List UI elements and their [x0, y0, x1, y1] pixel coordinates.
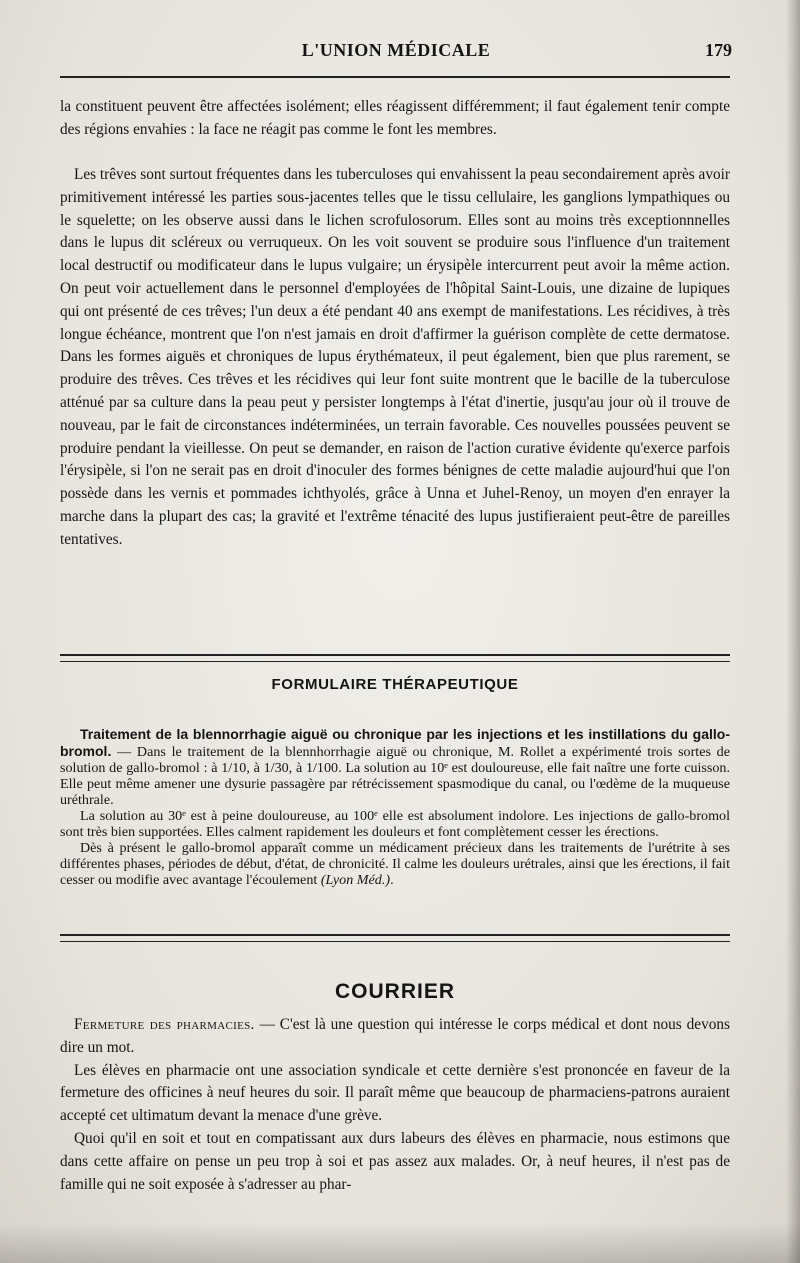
running-head — [66, 38, 732, 68]
article-paragraph-treves — [60, 164, 730, 552]
courrier-paragraph: Les élèves en pharmacie ont une association syndicale et cette dernière s'est prononcée en faveur de la fermeture des officines à neuf heures du soir. Il paraît même que beaucoup de pharmaciens-patrons auraient accepté cet ultimatum devant la menace d'une grève. — [60, 1061, 730, 1125]
page-number: 179 — [705, 40, 732, 60]
courrier-lead-title: Fermeture des pharmacies. — [74, 1016, 255, 1033]
source-citation: (Lyon Méd.) — [320, 872, 391, 888]
formulaire-text: Dès à présent le gallo-bromol apparaît comme un médicament précieux dans les traitements de l'urétrite à ses différentes phases, périodes de début, d'état, de chronicité. Il calme les douleurs urétrales, ainsi que les érections, il fait cesser ou modifie avec avantage l'écoulement — [60, 840, 730, 888]
paragraph-text: Les trêves sont surtout fréquentes dans les tuberculoses qui envahissent la peau secondairement après avoir primitivement intéressé les parties sous-jacentes telles que le tissu cellulaire, les ganglions lympathiques ou le squelette; on les observe aussi dans le lichen scrofulosorum. Elles sont au moins très exceptionnnelles dans le lupus dit scléreux ou verruqueux. On les voit souvent se produire sous l'influence d'un traitement local destructif ou modificateur dans le lupus vulgaire; un érysipèle intercurrent peut avoir la même action. On peut voir actuellement dans le personnel d'employées de l'hôpital Saint-Louis, une dizaine de lupiques qui ont présenté de ces trêves; l'un deux a été pendant 40 ans exempt de manifestations. Les récidives, à très longue échéance, montrent que l'on n'est jamais en droit d'affirmer la guérison complète de cette dermatose. Dans les formes aiguës et chroniques de lupus érythémateux, il peut également, bien que plus rarement, se produire des trêves. Ces trêves et les récidives qui leur font suite montrent que le bacille de la tuberculose atténué par sa culture dans la peau peut y persister longtemps à l'état d'inertie, jusqu'au jour où il trouve de nouveau, par le fait de circonstances indéterminées, un terrain favorable. Ces nouvelles poussées peuvent se produire pendant la vieillesse. On peut se demander, en raison de l'action curative évidente qu'exerce parfois l'érysipèle, si l'on ne serait pas en droit d'inoculer des formes bénignes de cette maladie aujourd'hui que l'on possède dans les vernis et pommades ichthyolés, grâce à Unna et Juhel-Renoy, un moyen d'en enrayer la marche dans la plupart des cas; la gravité et l'extrême ténacité des lupus justifieraient peut-être de pareilles tentatives. — [60, 166, 730, 548]
formulaire-paragraph — [60, 840, 730, 888]
section-divider — [60, 654, 730, 662]
section-divider — [60, 934, 730, 942]
courrier-paragraph: Quoi qu'il en soit et tout en compatissant aux durs labeurs des élèves en pharmacie, nous estimons que dans cette affaire on pense un peu trop à soi et pas assez aux malades. Or, à neuf heures, il n'est pas de famille qui ne soit exposée à s'adresser au phar- — [60, 1129, 730, 1193]
courrier-article — [60, 1014, 730, 1196]
formulaire-lead-title: Traitement de la blennorrhagie aiguë ou chronique par les injections et les instillations du gallo-bromol. — [60, 726, 730, 759]
formulaire-lead-text: — Dans le traitement de la blennhorrhagie aiguë ou chronique, M. Rollet a expérimenté trois sortes de solution de gallo-bromol : à 1/10, à 1/30, à 1/100. La solution au 10ᵉ est douloureuse, elle fait naître une forte cuisson. Elle peut même amener une dysurie passagère par rétrécissement spasmodique du canal, ou l'œdème de la muqueuse uréthrale. — [60, 744, 730, 808]
formulaire-text-end: . — [390, 872, 394, 888]
journal-title: L'UNION MÉDICALE — [301, 40, 491, 60]
page-edge-shadow — [786, 0, 800, 1263]
paragraph-text: la constituent peuvent être affectées isolément; elles réagissent différemment; il faut également tenir compte des régions envahies : la face ne réagit pas comme le font les membres. — [60, 98, 730, 138]
courrier-paragraph — [60, 1014, 730, 1060]
courrier-lead-text: — C'est là une question qui intéresse le corps médical et dont nous devons dire un mot. — [60, 1016, 730, 1056]
article-paragraph-continued — [60, 96, 730, 142]
page-bottom-shadow — [0, 1223, 800, 1263]
formulaire-heading: FORMULAIRE THÉRAPEUTIQUE — [271, 676, 519, 693]
formulaire-paragraph: La solution au 30ᵉ est à peine douloureuse, au 100ᵉ elle est absolument indolore. Les injections de gallo-bromol sont très bien supportées. Elles calment rapidement les douleurs et font complètement cesser les érections. — [60, 808, 730, 840]
header-rule — [60, 76, 730, 78]
formulaire-article — [60, 726, 730, 888]
courrier-heading: COURRIER — [334, 980, 455, 1003]
formulaire-paragraph — [60, 726, 730, 808]
